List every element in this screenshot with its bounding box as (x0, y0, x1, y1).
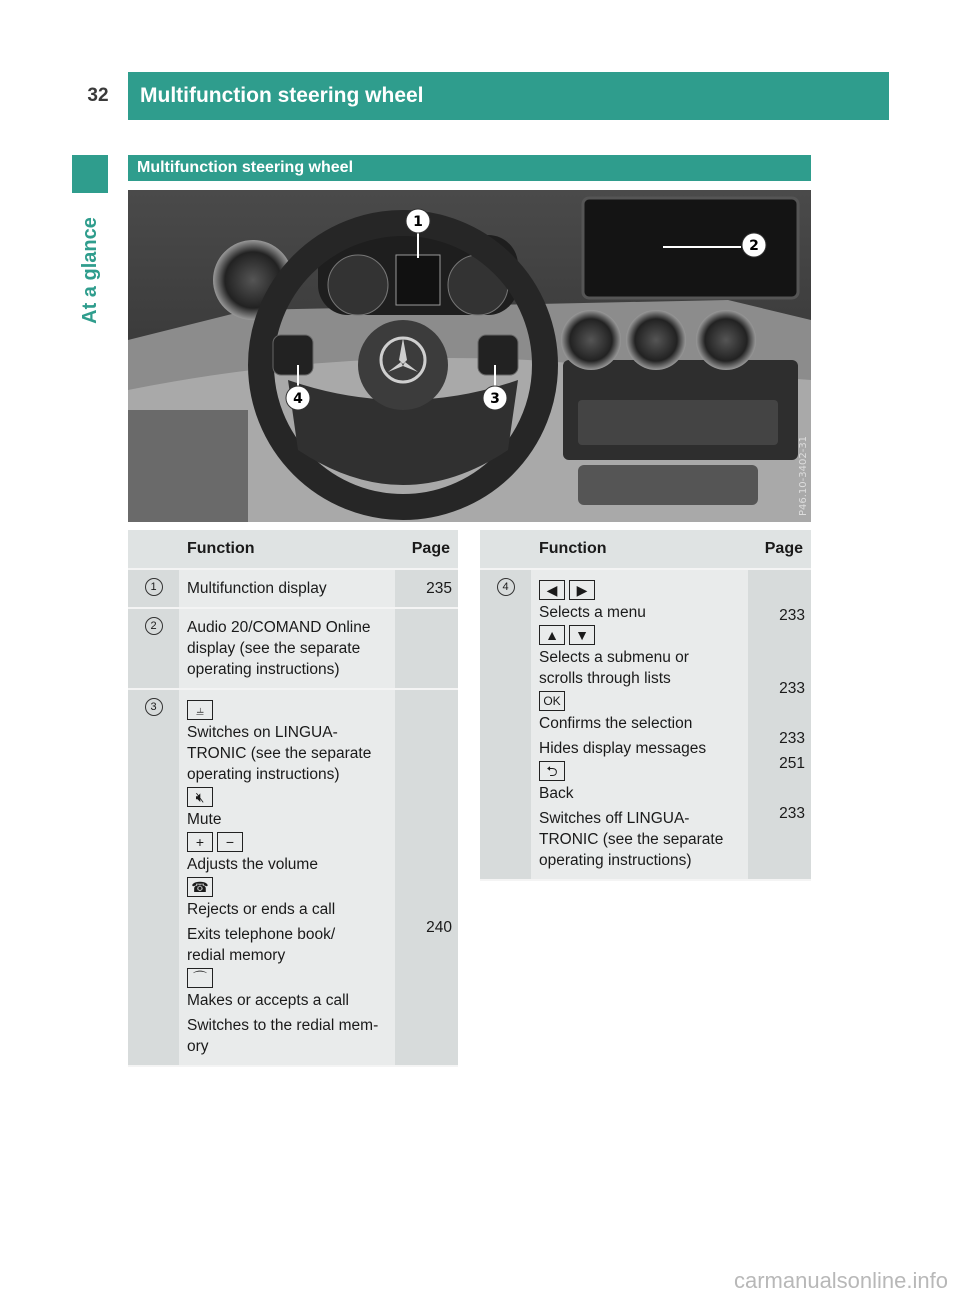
function-text: ory (187, 1038, 209, 1055)
callout-4: 4 (293, 391, 303, 407)
image-code: P46.10-3402-31 (798, 435, 809, 516)
ok-key-icon: OK (539, 691, 565, 711)
function-text: Hides display messages (539, 740, 707, 757)
function-text: Audio 20/COMAND Online (187, 619, 371, 636)
watermark: carmanualsonline.info (733, 1268, 948, 1293)
header-blank (480, 530, 531, 569)
back-icon: ⮌ (539, 761, 565, 781)
function-table-left (128, 530, 458, 1067)
header-page: Page (748, 530, 811, 569)
page-ref: 233 (779, 680, 805, 697)
page-number: 32 (72, 72, 124, 120)
row-number: 1 (145, 578, 163, 596)
header-page: Page (395, 530, 458, 569)
left-arrow-icon: ◀ (539, 580, 565, 600)
header-blank (128, 530, 179, 569)
header-function: Function (531, 530, 748, 569)
function-text: Rejects or ends a call (187, 901, 336, 918)
table-row (128, 608, 458, 689)
function-table-right (480, 530, 811, 881)
function-text: display (see the separate (187, 640, 361, 657)
page-ref: 233 (779, 607, 805, 624)
row-number: 4 (497, 578, 515, 596)
side-tab-marker (72, 155, 108, 193)
function-text: Exits telephone book/ (187, 926, 336, 943)
function-text: operating instructions) (187, 766, 340, 783)
down-arrow-icon: ▼ (569, 625, 595, 645)
volume-up-icon: + (187, 832, 213, 852)
header-function: Function (179, 530, 395, 569)
function-text: Multifunction display (187, 580, 327, 597)
row-number: 3 (145, 698, 163, 716)
function-text: scrolls through lists (539, 670, 671, 687)
callout-1: 1 (413, 214, 423, 230)
function-text: Switches off LINGUA- (539, 810, 690, 827)
mute-icon: 🔇︎ (187, 787, 213, 807)
dashboard-photo (128, 190, 811, 522)
voice-control-icon: ⫨ (187, 700, 213, 720)
table-row (128, 689, 458, 1066)
volume-down-icon: − (217, 832, 243, 852)
function-text: Back (539, 785, 574, 802)
callout-3: 3 (490, 391, 500, 407)
side-tab (72, 200, 108, 340)
function-text: Mute (187, 811, 222, 828)
side-tab-label: At a glance (78, 216, 101, 324)
page-ref: 233 (779, 805, 805, 822)
page-ref: 233 (779, 730, 805, 747)
function-text: Switches to the redial mem- (187, 1017, 379, 1034)
function-text: Confirms the selection (539, 715, 693, 732)
row-number: 2 (145, 617, 163, 635)
section-title: Multifunction steering wheel (128, 155, 811, 181)
function-text: TRONIC (see the separate (187, 745, 372, 762)
function-text: Selects a submenu or (539, 649, 689, 666)
function-text: Selects a menu (539, 604, 646, 621)
chapter-title: Multifunction steering wheel (128, 72, 889, 120)
function-text: Makes or accepts a call (187, 992, 349, 1009)
page-ref: 235 (426, 580, 452, 597)
up-arrow-icon: ▲ (539, 625, 565, 645)
accept-call-icon: ⌒ (187, 968, 213, 988)
function-text: operating instructions) (539, 852, 692, 869)
function-text: Adjusts the volume (187, 856, 318, 873)
page-ref: 251 (779, 755, 805, 772)
end-call-icon: ☎ (187, 877, 213, 897)
function-text: Switches on LINGUA- (187, 724, 338, 741)
page-ref: 240 (426, 919, 452, 936)
function-text: TRONIC (see the separate (539, 831, 724, 848)
table-row (480, 569, 811, 880)
callout-2: 2 (749, 238, 759, 254)
table-row (128, 569, 458, 608)
right-arrow-icon: ▶ (569, 580, 595, 600)
function-text: operating instructions) (187, 661, 340, 678)
function-text: redial memory (187, 947, 286, 964)
dashboard-illustration (128, 190, 811, 522)
